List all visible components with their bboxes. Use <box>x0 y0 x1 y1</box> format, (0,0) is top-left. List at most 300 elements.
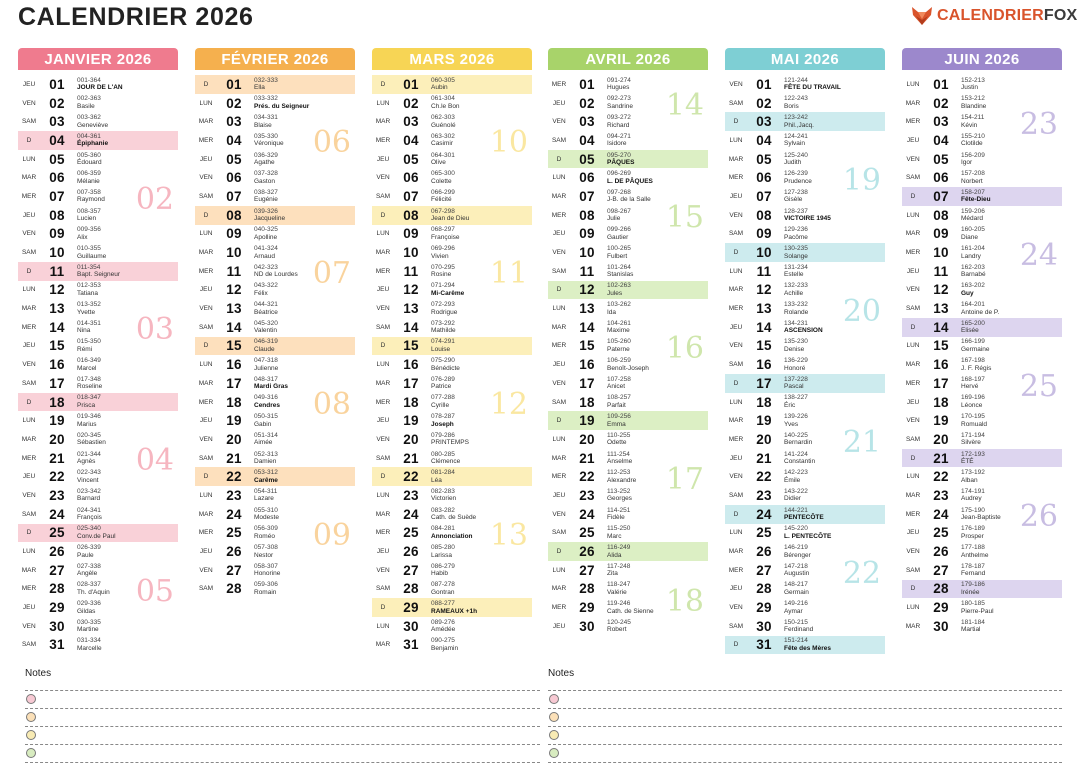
day-number: 03 <box>49 114 65 130</box>
day-number: 05 <box>579 151 595 167</box>
day-number: 08 <box>756 207 772 223</box>
day-info <box>251 394 355 409</box>
day-row <box>195 580 355 599</box>
day-number: 05 <box>49 151 65 167</box>
day-number: 15 <box>49 338 65 354</box>
day-number: 04 <box>933 132 949 148</box>
day-info <box>781 77 885 92</box>
day-code: 113-252 <box>607 487 631 495</box>
day-of-week: JEU <box>199 155 213 163</box>
day-of-week: SAM <box>21 510 37 518</box>
day-row <box>195 131 355 150</box>
day-of-week: LUN <box>906 473 920 481</box>
day-number: 16 <box>226 357 242 373</box>
day-info <box>958 394 1062 409</box>
day-code: 123-242 <box>784 114 808 122</box>
day-number: 09 <box>933 226 949 242</box>
saint-name: Romuald <box>961 420 988 428</box>
day-code: 004-361 <box>77 132 101 140</box>
day-row <box>18 112 178 131</box>
day-of-week: MAR <box>21 435 37 443</box>
saint-name: Alida <box>607 551 622 559</box>
day-code: 115-250 <box>607 525 631 533</box>
day-of-week: SAM <box>198 585 214 593</box>
day-of-week: JEU <box>552 99 566 107</box>
saint-name: Claude <box>254 345 275 353</box>
day-info <box>74 581 178 596</box>
day-of-week: VEN <box>552 379 566 387</box>
day-row <box>372 187 532 206</box>
notes-line[interactable] <box>25 690 540 691</box>
day-row <box>725 112 885 131</box>
saint-name: Pascal <box>784 383 804 391</box>
day-number: 16 <box>579 357 595 373</box>
day-row <box>18 580 178 599</box>
day-number: 02 <box>579 95 595 111</box>
day-number: 07 <box>933 188 949 204</box>
day-info <box>781 507 885 522</box>
day-number: 30 <box>756 618 772 634</box>
day-row <box>372 355 532 374</box>
day-row <box>548 486 708 505</box>
day-number: 28 <box>579 581 595 597</box>
day-code: 125-240 <box>784 151 808 159</box>
day-info <box>74 338 178 353</box>
saint-name: Romain <box>254 588 277 596</box>
day-code: 069-296 <box>431 244 455 252</box>
day-number: 30 <box>403 618 419 634</box>
saint-name: Raymond <box>77 196 105 204</box>
day-row <box>725 281 885 300</box>
saint-name: Véronique <box>254 140 284 148</box>
day-of-week: MER <box>551 211 567 219</box>
day-number: 16 <box>49 357 65 373</box>
day-of-week: LUN <box>729 267 743 275</box>
day-code: 038-327 <box>254 188 278 196</box>
day-code: 096-269 <box>607 170 631 178</box>
day-number: 25 <box>403 525 419 541</box>
saint-name: Pacôme <box>784 233 808 241</box>
day-of-week: D <box>203 342 209 350</box>
saint-name: J-B. de la Salle <box>607 196 651 204</box>
saint-name: Didier <box>784 495 801 503</box>
saint-name: Zita <box>607 570 618 578</box>
day-of-week: MER <box>728 566 744 574</box>
day-of-week: JEU <box>199 548 213 556</box>
saint-name: Larissa <box>431 551 452 559</box>
day-code: 072-293 <box>431 301 455 308</box>
saint-name: Rosine <box>431 271 452 279</box>
day-of-week: D <box>556 417 562 425</box>
day-info <box>958 581 1062 596</box>
saint-name: Clotilde <box>961 140 983 148</box>
day-row <box>725 262 885 281</box>
day-info <box>604 488 708 503</box>
day-code: 160-205 <box>961 226 985 234</box>
day-of-week: MER <box>198 529 214 537</box>
saint-name: Constantin <box>784 458 816 466</box>
day-row <box>548 467 708 486</box>
day-code: 025-340 <box>77 525 101 533</box>
day-code: 045-320 <box>254 319 278 327</box>
day-info <box>604 77 708 92</box>
day-number: 02 <box>226 95 242 111</box>
day-number: 07 <box>579 188 595 204</box>
day-row <box>372 505 532 524</box>
saint-name: Damien <box>254 458 277 466</box>
day-number: 03 <box>933 114 949 130</box>
day-info <box>604 413 708 428</box>
saint-name: Rodrigue <box>431 308 458 316</box>
day-code: 169-196 <box>961 394 985 402</box>
day-row <box>195 337 355 356</box>
day-code: 043-322 <box>254 282 278 290</box>
day-of-week: LUN <box>906 342 920 350</box>
day-code: 056-309 <box>254 525 278 533</box>
saint-name: Paule <box>77 551 94 559</box>
day-number: 21 <box>579 450 595 466</box>
day-row <box>902 243 1062 262</box>
day-number: 04 <box>756 132 772 148</box>
day-code: 150-215 <box>784 618 808 626</box>
day-code: 138-227 <box>784 394 808 402</box>
day-info <box>428 226 532 241</box>
day-code: 110-255 <box>607 431 631 439</box>
day-number: 25 <box>933 525 949 541</box>
day-row <box>195 94 355 113</box>
day-info <box>428 432 532 447</box>
day-row <box>18 131 178 150</box>
day-info <box>958 376 1062 391</box>
day-code: 005-360 <box>77 151 101 159</box>
saint-name: Gontran <box>431 588 455 596</box>
day-row <box>18 355 178 374</box>
day-row <box>372 393 532 412</box>
day-info <box>958 208 1062 223</box>
day-info <box>251 77 355 92</box>
saint-name: Gaston <box>254 177 275 185</box>
day-of-week: LUN <box>376 622 390 630</box>
day-number: 14 <box>579 319 595 335</box>
day-row <box>902 449 1062 468</box>
day-number: 11 <box>403 263 419 279</box>
day-number: 29 <box>933 600 949 616</box>
day-info <box>74 95 178 110</box>
saint-name: Conv.de Paul <box>77 532 116 540</box>
day-info <box>428 152 532 167</box>
day-info <box>958 152 1062 167</box>
notes-line[interactable] <box>548 744 1062 745</box>
day-code: 062-303 <box>431 114 455 122</box>
notes-line[interactable] <box>548 690 1062 691</box>
day-of-week: LUN <box>552 305 566 313</box>
day-code: 145-220 <box>784 525 808 533</box>
day-of-week: D <box>26 529 32 537</box>
saint-name: Mi-Carême <box>431 289 465 297</box>
day-info <box>958 282 1062 297</box>
day-number: 23 <box>756 487 772 503</box>
month-april <box>548 48 708 636</box>
day-code: 122-243 <box>784 95 808 103</box>
day-of-week: LUN <box>22 548 36 556</box>
day-info <box>781 282 885 297</box>
saint-name: Emma <box>607 420 626 428</box>
day-code: 181-184 <box>961 618 985 626</box>
day-info <box>604 469 708 484</box>
day-number: 18 <box>933 394 949 410</box>
week-number: 23 <box>1019 106 1058 142</box>
day-number: 08 <box>49 207 65 223</box>
day-of-week: SAM <box>198 323 214 331</box>
day-number: 16 <box>933 357 949 373</box>
day-info <box>428 525 532 540</box>
saint-name: Ch.le Bon <box>431 103 460 111</box>
day-row <box>18 299 178 318</box>
day-of-week: LUN <box>199 361 213 369</box>
day-info <box>251 320 355 335</box>
week-number: 17 <box>665 462 704 498</box>
day-of-week: MER <box>551 342 567 350</box>
day-code: 071-294 <box>431 282 455 290</box>
day-info <box>74 469 178 484</box>
day-row <box>548 355 708 374</box>
day-number: 10 <box>49 245 65 261</box>
month-march <box>372 48 532 654</box>
day-row <box>195 262 355 281</box>
day-row <box>372 262 532 281</box>
day-of-week: VEN <box>906 417 920 425</box>
day-number: 23 <box>933 487 949 503</box>
day-info <box>781 245 885 260</box>
day-code: 105-260 <box>607 338 631 346</box>
saint-name: Hervé <box>961 383 979 391</box>
day-row <box>195 542 355 561</box>
day-of-week: JEU <box>906 267 920 275</box>
day-code: 029-336 <box>77 600 101 607</box>
notes-line[interactable] <box>25 744 540 745</box>
day-row <box>548 131 708 150</box>
day-info <box>251 563 355 578</box>
day-number: 11 <box>933 263 949 279</box>
saint-name: Jean de Dieu <box>431 215 470 223</box>
day-number: 11 <box>226 263 242 279</box>
saint-name: Gisèle <box>784 196 803 204</box>
day-row <box>548 168 708 187</box>
day-row <box>725 206 885 225</box>
day-code: 032-333 <box>254 76 278 84</box>
month-header: MARS 2026 <box>372 48 532 70</box>
day-number: 30 <box>49 618 65 634</box>
day-info <box>604 226 708 241</box>
day-code: 174-191 <box>961 487 985 495</box>
day-number: 27 <box>403 562 419 578</box>
day-code: 021-344 <box>77 450 101 458</box>
day-number: 27 <box>579 562 595 578</box>
day-number: 26 <box>756 544 772 560</box>
day-of-week: LUN <box>376 99 390 107</box>
day-row <box>548 150 708 169</box>
saint-name: Phil.,Jacq. <box>784 121 814 129</box>
notes-line[interactable] <box>25 726 540 727</box>
day-row <box>18 486 178 505</box>
day-of-week: SAM <box>551 529 567 537</box>
day-info <box>428 544 532 559</box>
saint-name: Gildas <box>77 607 96 615</box>
saint-name: Victorien <box>431 495 457 503</box>
day-code: 009-356 <box>77 226 101 234</box>
notes-bullet-icon <box>549 694 559 704</box>
day-info <box>958 469 1062 484</box>
saint-name: Sandrine <box>607 103 634 111</box>
day-number: 25 <box>756 525 772 541</box>
day-row <box>548 281 708 300</box>
day-number: 10 <box>933 245 949 261</box>
day-info <box>251 226 355 241</box>
day-info <box>958 301 1062 316</box>
day-number: 12 <box>403 282 419 298</box>
day-of-week: MER <box>905 118 921 126</box>
day-row <box>18 561 178 580</box>
day-info <box>74 320 178 335</box>
day-row <box>18 505 178 524</box>
day-number: 24 <box>49 506 65 522</box>
notes-line[interactable] <box>25 762 540 763</box>
saint-name: Prudence <box>784 177 812 185</box>
day-code: 030-335 <box>77 618 101 626</box>
day-row <box>195 299 355 318</box>
month-days <box>725 75 885 654</box>
day-number: 28 <box>403 581 419 597</box>
day-of-week: LUN <box>906 211 920 219</box>
saint-name: Sébastien <box>77 439 106 447</box>
day-number: 23 <box>226 487 242 503</box>
saint-name: L. PENTECÔTE <box>784 532 832 540</box>
notes-line[interactable] <box>548 708 1062 709</box>
month-june <box>902 48 1062 636</box>
day-row <box>372 430 532 449</box>
day-row <box>902 206 1062 225</box>
day-row <box>725 225 885 244</box>
day-of-week: JEU <box>22 342 36 350</box>
day-number: 09 <box>756 226 772 242</box>
day-row <box>18 467 178 486</box>
day-info <box>251 432 355 447</box>
day-info <box>74 114 178 129</box>
day-of-week: JEU <box>552 230 566 238</box>
day-code: 017-348 <box>77 375 101 383</box>
day-code: 082-283 <box>431 487 455 495</box>
day-number: 05 <box>403 151 419 167</box>
saint-name: Mathilde <box>431 327 456 335</box>
day-row <box>548 580 708 599</box>
day-number: 13 <box>49 301 65 317</box>
day-info <box>781 189 885 204</box>
day-of-week: MER <box>375 529 391 537</box>
day-of-week: SAM <box>905 305 921 313</box>
day-info <box>604 432 708 447</box>
day-row <box>725 524 885 543</box>
day-code: 002-363 <box>77 95 101 103</box>
day-info <box>428 469 532 484</box>
saint-name: Stanislas <box>607 271 634 279</box>
day-code: 177-188 <box>961 543 985 551</box>
day-code: 167-198 <box>961 357 985 365</box>
saint-name: Yvette <box>77 308 96 316</box>
saint-name: L. DE PÂQUES <box>607 177 653 185</box>
day-row <box>902 524 1062 543</box>
day-info <box>958 338 1062 353</box>
day-row <box>902 542 1062 561</box>
day-info <box>958 600 1062 615</box>
day-row <box>195 206 355 225</box>
day-info <box>251 507 355 522</box>
day-info <box>251 189 355 204</box>
saint-name: Émile <box>784 476 801 484</box>
day-info <box>251 208 355 223</box>
day-of-week: LUN <box>729 136 743 144</box>
day-number: 18 <box>403 394 419 410</box>
day-number: 10 <box>226 245 242 261</box>
day-code: 144-221 <box>784 506 808 514</box>
notes-line[interactable] <box>548 726 1062 727</box>
day-code: 146-219 <box>784 543 808 551</box>
saint-name: Estelle <box>784 271 804 279</box>
day-of-week: SAM <box>375 454 391 462</box>
day-row <box>372 318 532 337</box>
day-number: 22 <box>226 469 242 485</box>
day-row <box>195 524 355 543</box>
saint-name: Martial <box>961 626 981 634</box>
day-number: 08 <box>403 207 419 223</box>
day-code: 108-257 <box>607 394 631 402</box>
day-number: 15 <box>226 338 242 354</box>
day-number: 04 <box>403 132 419 148</box>
day-number: 10 <box>403 245 419 261</box>
day-row <box>195 393 355 412</box>
saint-name: Ida <box>607 308 617 316</box>
day-info <box>781 451 885 466</box>
month-header: MAI 2026 <box>725 48 885 70</box>
day-code: 153-212 <box>961 95 985 103</box>
saint-name: RAMEAUX +1h <box>431 607 478 615</box>
notes-line[interactable] <box>548 762 1062 763</box>
day-of-week: LUN <box>906 80 920 88</box>
day-row <box>902 467 1062 486</box>
day-info <box>604 376 708 391</box>
day-number: 13 <box>579 301 595 317</box>
day-row <box>902 505 1062 524</box>
day-row <box>548 598 708 617</box>
saint-name: Marcelle <box>77 644 102 652</box>
day-code: 097-268 <box>607 188 631 196</box>
day-of-week: MER <box>551 604 567 612</box>
saint-name: Léa <box>431 476 442 484</box>
day-number: 01 <box>933 76 949 92</box>
day-of-week: SAM <box>21 249 37 257</box>
week-number: 04 <box>135 443 174 479</box>
day-number: 26 <box>403 544 419 560</box>
day-row <box>372 486 532 505</box>
notes-line[interactable] <box>25 708 540 709</box>
day-of-week: MAR <box>551 323 567 331</box>
page-title: CALENDRIER 2026 <box>18 3 254 31</box>
day-row <box>195 112 355 131</box>
day-info <box>781 208 885 223</box>
saint-name: Geneviève <box>77 121 109 129</box>
day-of-week: VEN <box>199 566 213 574</box>
day-row <box>725 75 885 94</box>
day-code: 141-224 <box>784 450 808 458</box>
